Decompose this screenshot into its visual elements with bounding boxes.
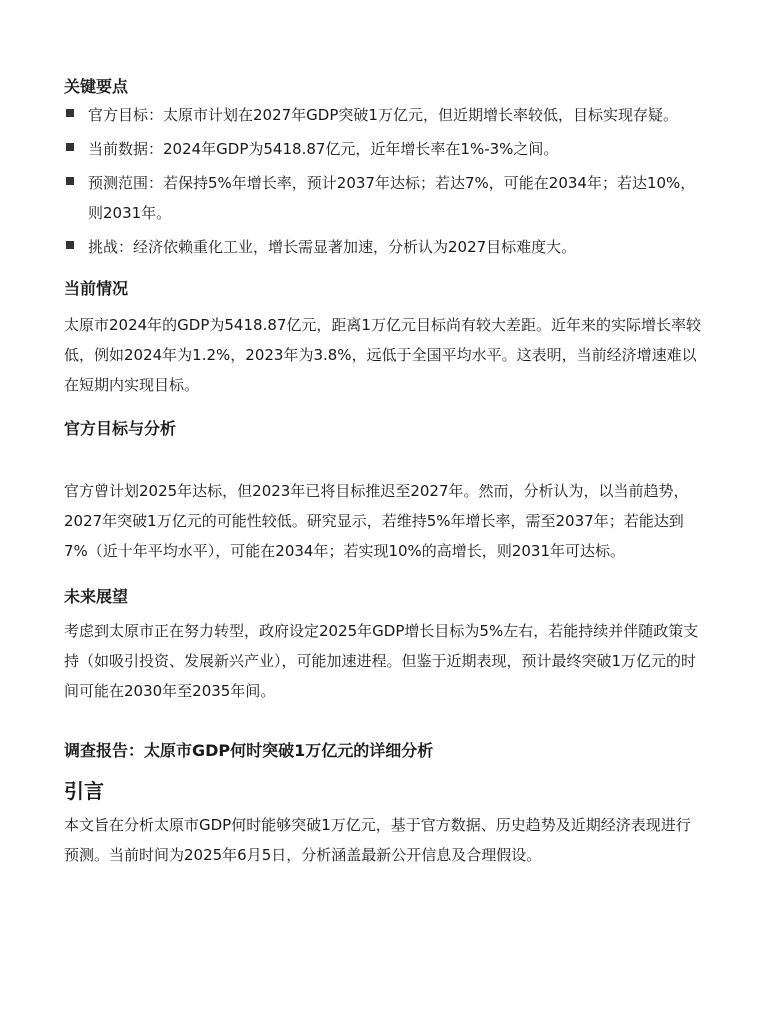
key-point-item bbox=[64, 134, 704, 164]
key-point-text: 挑战：经济依赖重化工业，增长需显著加速，分析认为2027目标难度大。 bbox=[88, 238, 577, 256]
key-point-text: 官方目标：太原市计划在2027年GDP突破1万亿元，但近期增长率较低，目标实现存疑。 bbox=[88, 106, 678, 124]
square-bullet-icon bbox=[66, 143, 74, 151]
key-point-item bbox=[64, 232, 704, 262]
key-point-item bbox=[64, 100, 704, 130]
current-situation-paragraph: 太原市2024年的GDP为5418.87亿元，距离1万亿元目标尚有较大差距。近年来的实际增长率较低，例如2024年为1.2%，2023年为3.8%，远低于全国平均水平。这表明，当前经济增速难以在短期内实现目标。 bbox=[64, 316, 701, 394]
report-title: 调查报告：太原市GDP何时突破1万亿元的详细分析 bbox=[64, 741, 434, 760]
key-points-heading: 关键要点 bbox=[64, 77, 129, 96]
key-point-item bbox=[64, 168, 704, 228]
square-bullet-icon bbox=[66, 109, 74, 117]
official-target-paragraph: 官方曾计划2025年达标，但2023年已将目标推迟至2027年。然而，分析认为，以当前趋势，2027年突破1万亿元的可能性较低。研究显示，若维持5%年增长率，需至2037年；若能达到7%（近十年平均水平），可能在2034年；若实现10%的高增长，则2031年可达标。 bbox=[64, 482, 689, 560]
key-points-list bbox=[64, 100, 704, 262]
key-point-text: 预测范围：若保持5%年增长率，预计2037年达标；若达7%，可能在2034年；若达10%，则2031年。 bbox=[88, 174, 696, 222]
key-point-text: 当前数据：2024年GDP为5418.87亿元，近年增长率在1%-3%之间。 bbox=[88, 140, 559, 158]
intro-heading: 引言 bbox=[64, 779, 104, 803]
future-outlook-heading: 未来展望 bbox=[64, 587, 129, 606]
intro-paragraph: 本文旨在分析太原市GDP何时能够突破1万亿元，基于官方数据、历史趋势及近期经济表现进行预测。当前时间为2025年6月5日，分析涵盖最新公开信息及合理假设。 bbox=[64, 816, 691, 864]
official-target-heading: 官方目标与分析 bbox=[64, 419, 177, 438]
future-outlook-paragraph: 考虑到太原市正在努力转型，政府设定2025年GDP增长目标为5%左右，若能持续并伴随政策支持（如吸引投资、发展新兴产业），可能加速进程。但鉴于近期表现，预计最终突破1万亿元的时间可能在2030年至2035年间。 bbox=[64, 622, 699, 700]
square-bullet-icon bbox=[66, 177, 74, 185]
current-situation-heading: 当前情况 bbox=[64, 279, 129, 298]
document-body bbox=[64, 74, 704, 870]
square-bullet-icon bbox=[66, 241, 74, 249]
